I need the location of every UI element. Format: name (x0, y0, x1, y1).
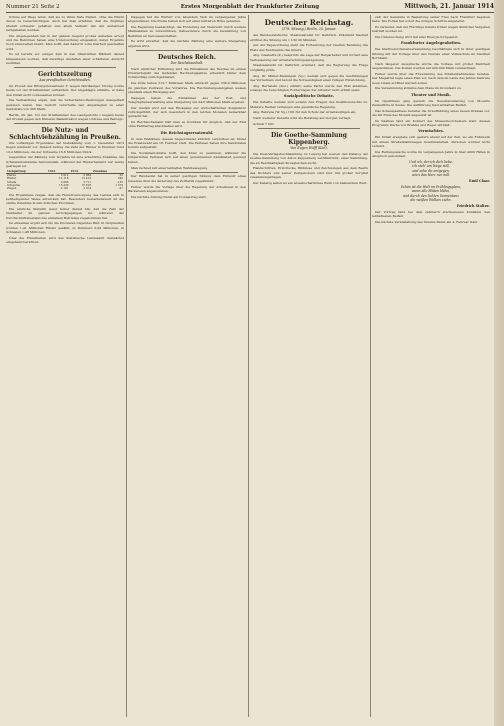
column-rule (248, 15, 249, 717)
header-page-number: Nummer 21 Seite 2 (6, 4, 60, 10)
paragraph: Abg. Dr. Müller-Meiningen (Vp.) wendet sich gegen die Ausführungen des Vorredners und betont die Notwendigkeit einer ruhigen Entwicklung. (250, 73, 368, 82)
table-cell: 3 012 (60, 173, 69, 178)
paragraph: Abg. Giesberts (Z.) bespricht die Lage der Bergarbeiter und fordert eine Verbesserung der Arbeiterschutzgesetzgebung. (250, 53, 368, 62)
paragraph: In dem Wahlkreis, dessen Abgeordneter kürzlich verstorben ist, findet die Ersatzwahl am 18. Februar statt. Die Parteien haben ihre Kandidaten bereits aufgestellt. (128, 136, 246, 150)
table-cell: Schweine (7, 183, 21, 187)
table-cell: 3 846 (60, 179, 69, 184)
table-cell: Ziegen (7, 186, 17, 191)
statistics-table (6, 170, 124, 191)
paragraph: Staatssekretär Dr. Delbrück erwidert, daß die Regierung die Frage sorgfältig prüfe. (250, 63, 368, 72)
paragraph: Handschriften, Erstdrucke, Bildnisse und Zeichnungen aus dem Besitz des Dichters und seiner Zeitgenossen sind hier mit großer Sorgfalt zusammengetragen. (250, 166, 368, 180)
paragraph: Im einzelnen ergibt sich für die Provinzen folgendes Bild: In Ostpreußen wurden 1,41 Millionen Rinder gezählt, in Pommern 0,92 Millionen, in Schlesien 1,48 Millionen. (6, 221, 124, 234)
divider (136, 50, 238, 51)
paragraph: Es verlautet, daß der Flüchtige bereits früher wegen ähnlicher Vergehen bestraft worden ist. (372, 25, 490, 34)
table-cell: 16 818 (81, 183, 92, 187)
divider (14, 67, 116, 68)
article-heading: Die Nutz- und Schlachtviehzählung in Preußen. (9, 127, 121, 142)
column-rule (126, 15, 127, 717)
paragraph: Die Debatte wendet sich sodann den Fragen des Koalitionsrechts zu. Mehrere Redner verlangen eine gesetzliche Regelung. (250, 100, 368, 109)
paragraph: Die Versammlung stimmte dem Plane im Grundsatz zu. (375, 86, 462, 91)
paragraph: Nach längerer Aussprache wurde die Vorlage mit großer Mehrheit angenommen. Die Kosten werden auf 420 000 Mark veranschlagt. (372, 61, 490, 71)
poem-line: wie's das Herz nur will. (411, 173, 451, 178)
column-2 (128, 15, 246, 719)
section-heading: Deutscher Reichstag. (264, 18, 354, 27)
paragraph: Im Saalbau fand ein Konzert des Museumsorchesters statt, dessen Programm Werke von Brahms und Reger enthielt. (372, 118, 490, 128)
section-subheading: Die Reichstagsersatzwahl. (160, 130, 214, 135)
paragraph: Der Ausfall wird auf den Rückgang der wirtschaftlichen Konjunktur zurückgeführt, der sich besonders in den letzten Monaten bemerkbar gemacht hat. (128, 105, 246, 119)
poem-line: wenn alle Blüten blühn, (411, 189, 451, 194)
paragraph: Die nächste Sitzung findet am Donnerstag statt. (131, 194, 207, 199)
section-subheading: Aus preußischen Gerichtssälen. (39, 77, 91, 82)
section-heading: Deutsches Reich. (157, 53, 217, 61)
section-heading: Gerichtszeitung (38, 70, 92, 78)
paragraph: Das Schauspielhaus bereitet die Uraufführung eines neuen Dramas vor, die für Ende des Monats angesetzt ist. (372, 108, 490, 118)
paragraph: Schluß 7 Uhr. (253, 121, 275, 126)
section-subheading: Frankfurter Angelegenheiten. (400, 41, 462, 46)
column-3 (250, 15, 368, 719)
section-subheading: Vermischtes. (418, 129, 444, 134)
paragraph: Die Sozialdemokratie hofft, den Kreis zu gewinnen, während die bürgerlichen Parteien sich auf einen gemeinsamen Kandidaten geeinigt haben. (128, 151, 246, 164)
paragraph: Die Rettungswache wurde im vergangenen Jahre in über 4000 Fällen in Anspruch genommen. (372, 149, 490, 159)
paragraph: Die Angelegenheit hat in der ganzen Gegend großes Aufsehen erregt und die Behörden haben eine Untersuchung eingeleitet, deren Ergebnis noch abzuwarten bleibt. Man hofft, daß dadurch volle Klarheit geschaffen wird. (6, 33, 124, 51)
column-4 (372, 15, 490, 719)
paragraph: sich der Genannte in Begleitung seiner Frau nach Frankfurt begeben habe. Die Polizei hat sofort die nötigen Schritte eingeleitet. (372, 15, 490, 24)
table-header-cell: 1912 (47, 170, 70, 174)
paragraph: Man rechnet mit einer lebhaften Wahlbewegung. (131, 165, 209, 170)
divider (136, 172, 238, 173)
table-header-cell: 1913 (69, 170, 92, 174)
section-subheading: (178. Sitzung.) Berlin, 20. Januar. (281, 27, 337, 31)
section-subheading: Sozialpolitische Debatte. (283, 94, 335, 99)
paragraph: Die Zölle haben 512,7 Millionen Mark erbracht gegen 538,9 Millionen im gleichen Zeitraum des Vorjahres. Die Reichsstempelabgaben weisen ebenfalls einen Rückgang auf. (128, 81, 246, 94)
divider (14, 123, 116, 124)
paragraph: Der Katalog selbst ist ein wissenschaftliches Werk von bleibendem Wert. (253, 180, 368, 185)
paragraph: Gegenüber der Zählung vom Vorjahre ist eine erhebliche Zunahme des Schweinebestandes festzustellen, während der Rinderbestand nur wenig gestiegen ist. (6, 155, 124, 169)
paragraph: Der Vortrag fand bei dem zahlreich erschienenen Publikum den lebhaftesten Beifall. (372, 209, 490, 219)
paragraph: Nach weiterer Debatte wird die Beratung auf morgen vertagt. (253, 116, 351, 121)
section-subheading: Theater und Musik. (411, 92, 451, 97)
paragraph: Ein Unfall ereignete sich gestern abend auf der Zeil, wo ein Fuhrwerk mit einem Straßenbahnwagen zusammenstieß. Personen wurden nicht verletzt. (372, 135, 490, 149)
table-row (6, 187, 124, 190)
poem-line: Schön ist die Welt im Frühlingsglanz, (400, 184, 462, 189)
paragraph: Es wird erwartet, daß die nächste Zählung eine weitere Steigerung ergeben wird. (128, 39, 246, 48)
table-cell: 2 101 (60, 186, 69, 191)
paragraph: Dagegen haben die Einnahmen aus der Post- und Telegraphenverwaltung eine Steigerung um 24,6 Millionen Mark ergeben. (128, 95, 246, 104)
poem (372, 185, 490, 203)
section-subheading: Der Reichshaushalt. (170, 60, 204, 65)
paragraph: Am Bundesratstische: Staatssekretär Dr. Delbrück. Präsident Kaempf eröffnet die Sitzung um 1 Uhr 20 Minuten. (250, 33, 368, 42)
table-cell: 12 413 (81, 176, 92, 181)
paragraph: Die Regierung beabsichtigt, die Förderung der Viehzucht durch weitere Maßnahmen zu unterstützen, insbesondere durch die Gewährung von Beihilfen an Genossenschaften. (128, 25, 246, 38)
paragraph: Schule auf Wege leitet, daß sie zu ihren Nate fliehen, ohne die Eltern davon zu benachrichtigen. Auch hat man erfahren, daß die Zöglinge überall schwerer gehalten und allem Verkehr mit der Außenwelt ferngehalten werden. (6, 15, 124, 32)
paragraph: Über die Einzelheiten wird das Statistische Landesamt demnächst eingehend berichten. (6, 235, 124, 245)
paragraph: Die Untersuchung wird mit aller Energie fortgesetzt. (375, 35, 459, 40)
column-1 (6, 15, 124, 719)
page-header (6, 2, 494, 13)
column-rule (370, 15, 371, 717)
paragraph: Die Verhandlung ergab, daß die Sicherheitsvorkehrungen mangelhaft gewesen waren. Das Gericht verurteilte den Angeklagten zu einer Geldstrafe von 300 Mark. (6, 98, 124, 112)
table-cell: 12 118 (59, 176, 69, 181)
paragraph: Dagegen hat die Einfuhr von lebendem Vieh im vergangenen Jahre abgenommen. Die Preise haben sich auf einer mittleren Höhe gehalten. (128, 15, 246, 24)
table-header-cell: Zunahme (92, 170, 124, 174)
divider (258, 128, 360, 129)
paragraph: Im Opernhaus ging gestern die Neueinstudierung von Mozarts Zauberflöte in Szene. Die Aufführung fand lebhaften Beifall. (372, 98, 490, 107)
poem-line: und sehe dir entgegen, (412, 168, 450, 173)
table-cell: 3 064 (83, 173, 92, 178)
table-cell: 15 239 (59, 183, 69, 187)
poem-line: ich steh' am Wege still, (412, 164, 450, 169)
table-cell: 295 (117, 176, 123, 181)
article-heading: Die Goethe-Sammlung Kippenberg. (271, 131, 347, 146)
table-cell: 2 074 (83, 186, 92, 191)
paragraph: Die Ergebnisse zeigen, daß die Fleischversorgung des Landes sich in befriedigender Weise entwickelt hat. Besonders bemerkenswert ist die starke Zunahme in den östlichen Provinzen. (6, 192, 124, 206)
paragraph: Die vorläufigen Ergebnisse der Viehzählung vom 1. Dezember 1913 liegen nunmehr vor. Danach betrug die Zahl der Rinder in Preußen rund 12,4 Millionen, die der Schweine 16,8 Millionen Stück. (6, 141, 124, 154)
poem-author: Emil Claar. (469, 178, 490, 183)
paragraph: Der Bundesrat hat in seiner gestrigen Sitzung dem Entwurf eines Gesetzes über die Änderung des Zolltarifs zugestimmt. (128, 174, 246, 183)
paragraph: Die Stadtverordnetenversammlung beschäftigte sich in ihrer gestrigen Sitzung mit der Vorlage über den Neubau einer Volksschule im Stadtteil Bornheim. (372, 47, 490, 61)
table-cell: -27 (118, 186, 123, 191)
paragraph: Es ist bereits vor einiger Zeit in den öffentlichen Blättern darauf hingewiesen worden, daß derartige Anstalten einer schärferen Aufsicht bedürfen. (6, 52, 124, 65)
paragraph: Auf der Tagesordnung steht die Fortsetzung der zweiten Beratung des Etats des Reichsamts des Innern. (250, 43, 368, 52)
table-cell: 52 (119, 173, 123, 178)
paragraph: Ferner wurde über die Erweiterung des Straßenbahnnetzes beraten. Der Magistrat legte einen Plan vor, nach dem im Laufe des Jahres mehrere neue Linien eröffnet werden sollen. (372, 71, 490, 85)
poem (372, 160, 490, 178)
paragraph: Abg. Bernstein (Soz.) erklärt, seine Partei werde den Etat ablehnen, solange die berechtigten Forderungen der Arbeiter nicht erfüllt seien. (250, 83, 368, 92)
paragraph: Abg. Behrens (W. Vg.) tritt für den Schutz der Arbeitswilligen ein. (253, 110, 357, 115)
table-cell: Rinder (7, 176, 17, 181)
page-edge (494, 0, 504, 726)
paragraph: Ferner wurde die Vorlage über die Regelung der Arbeitszeit in den Bäckereien angenommen. (128, 184, 246, 193)
table-cell: Pferde (7, 173, 16, 178)
header-date: Mittwoch, 21. Januar 1914 (404, 3, 494, 10)
paragraph: Die nächste Veranstaltung des Vereins findet am 4. Februar statt. (375, 220, 478, 225)
poem-author: Friedrich Stoltze. (456, 203, 490, 208)
paragraph: Im Reichsschatzamt hält man es trotzdem für möglich, daß der Etat ohne Fehlbetrag abschließen wird. (128, 120, 246, 129)
paragraph: Die Insel-Verlagsbuchhandlung zu Leipzig hat soeben den Katalog der Goethe-Sammlung von Anton Kippenberg veröffentlicht, einer Sammlung, die an Reichhaltigkeit ihresgleichen sucht. (250, 152, 368, 165)
paragraph: Die amtliche Statistik weist ferner darauf hin, daß die Zahl der Viehhalter im ganzen zurückgegangen ist, während der Durchschnittsbestand des einzelnen Betriebes zugenommen hat. (6, 206, 124, 220)
paragraph: Berlin, 20. Jan. Vor der Strafkammer des Landgerichts I begann heute der Prozeß gegen den früheren Bankdirektor wegen Untreue und Betrugs. (6, 112, 124, 122)
table-cell: 1 579 (115, 183, 123, 187)
header-masthead: Erstes Morgenblatt der Frankfurter Zeitung (180, 4, 320, 10)
poem-line: und durch den lichten Sonnentanz (403, 193, 459, 198)
poem-line: die weißen Wolken ziehn. (410, 198, 452, 203)
article-byline: Von Eugen Wolff (Kiel). (290, 145, 328, 150)
table-cell: 3 711 (83, 179, 92, 184)
table-cell: Schafe (7, 179, 17, 184)
paragraph: Nach amtlicher Mitteilung sind die Einnahmen des Reiches im ersten Dreivierteljahr des laufenden Rechnungsjahres erheblich hinter dem Voranschlag zurückgeblieben. (128, 66, 246, 80)
table-cell: -135 (116, 179, 123, 184)
paragraph: Im Prozeß des Rittergutsbesitzers F. wegen fahrlässiger Tötung wurde heute vor der Strafkammer verhandelt. Der Angeklagte erklärte, er habe den Unfall nicht voraussehen können. (6, 84, 124, 97)
table-header-cell: Viehgattung (6, 170, 47, 174)
poem-line: Und ich, der ich dich liebe, (409, 159, 453, 164)
